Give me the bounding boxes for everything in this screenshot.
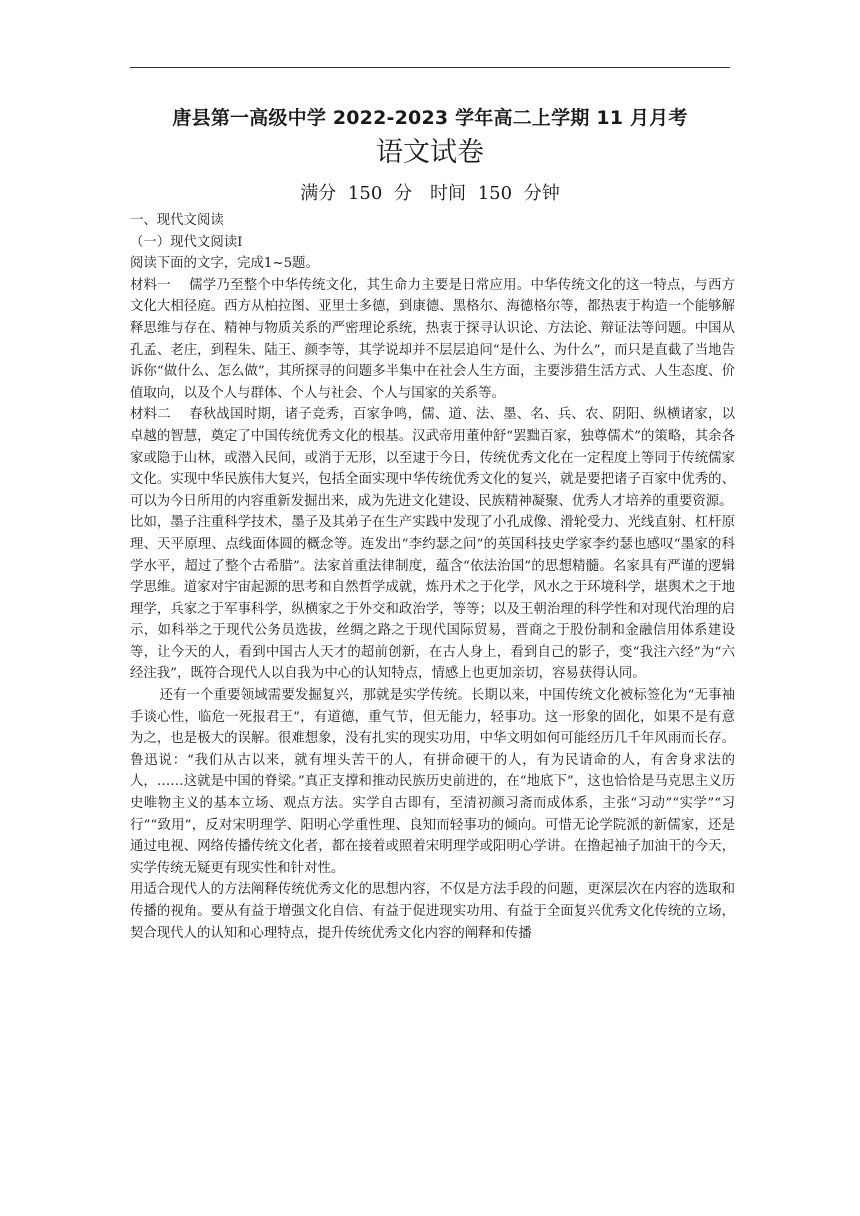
subsection-heading: （一）现代文阅读Ⅰ (130, 234, 243, 250)
paragraph-material-2: 材料二 春秋战国时期，诸子竞秀，百家争鸣，儒、道、法、墨、名、兵、农、阴阳、纵横诸家，以卓越的智慧，奠定了中国传统优秀文化的根基。汉武帝用董仲舒“罢黜百家，独尊儒术”的策略，其余各家或隐于山林，或潜入民间，或消于无形，以至逮于今日，传统优秀文化在一定程度上等同于传统儒家文化。实现中华民族伟大复兴，包括全面实现中华传统优秀文化的复兴，就是要把诸子百家中优秀的、可以为今日所用的内容重新发掘出来，成为先进文化建设、民族精神凝聚、优秀人才培养的重要资源。 (130, 407, 735, 509)
subject-title: 语文试卷 (376, 137, 484, 168)
paragraph-examples: 比如，墨子注重科学技术，墨子及其弟子在生产实践中发现了小孔成像、滑轮受力、光线直射、杠杆原理、天平原理、点线面体圆的概念等。连发出“李约瑟之问”的英国科技史学家李约瑟也感叹“墨家的科学水平，超过了整个古希腊”。法家首重法律制度，蕴含“依法治国”的思想精髓。名家具有严谨的逻辑学思维。道家对宇宙起源的思考和自然哲学成就，炼丹术之于化学，风水之于环境科学，堪舆术之于地理学，兵家之于军事科学，纵横家之于外交和政治学，等等；以及王朝治理的科学性和对现代治理的启示，如科举之于现代公务员选拔，丝绸之路之于现代国际贸易，晋商之于股份制和金融信用体系建设等，让今天的人，看到中国古人天才的超前创新，在古人身上，看到自己的影子，变“我注六经”为“六经注我”，既符合现代人以自我为中心的认知特点，情感上也更加亲切，容易获得认同。 (130, 515, 735, 682)
school-title: 唐县第一高级中学 2022-2023 学年高二上学期 11 月月考 (172, 107, 688, 129)
paragraph-practical-learning: 还有一个重要领域需要发掘复兴，那就是实学传统。长期以来，中国传统文化被标签化为“无事袖手谈心性，临危一死报君王”，有道德，重气节，但无能力，轻事功。这一形象的固化，如果不是有意为之，也是极大的误解。很难想象，没有扎实的现实功用，中华文明如何可能经历几千年风雨而长存。鲁迅说：“我们从古以来，就有埋头苦干的人，有拼命硬干的人，有为民请命的人，有舍身求法的人，……这就是中国的脊梁。”真正支撑和推动民族历史前进的，在“地底下”，这也恰恰是马克思主义历史唯物主义的基本立场、观点方法。实学自古即有，至清初颜习斋而成体系，主张“习动”“实学”“习行”“致用”，反对宋明理学、阳明心学重性理、良知而轻事功的倾向。可惜无论学院派的新儒家，还是通过电视、网络传播传统文化者，都在接着或照着宋明理学或阳明心学讲。在撸起袖子加油干的今天，实学传统无疑更有现实性和针对性。 (130, 688, 735, 876)
header-rule (130, 67, 730, 68)
reading-instruction: 阅读下面的文字，完成1~5题。 (130, 256, 319, 272)
paragraph-modern-interpretation: 用适合现代人的方法阐释传统优秀文化的思想内容，不仅是方法手段的问题，更深层次在内容的选取和传播的视角。要从有益于增强文化自信、有益于促进现实功用、有益于全面复兴优秀文化传统的立场，契合现代人的认知和心理特点，提升传统优秀文化内容的阐释和传播 (130, 882, 735, 941)
exam-content (130, 210, 735, 944)
section-heading: 一、现代文阅读 (130, 213, 224, 228)
exam-header (130, 104, 730, 208)
paragraph-material-1: 材料一 儒学乃至整个中华传统文化，其生命力主要是日常应用。中华传统文化的这一特点，与西方文化大相径庭。西方从柏拉图、亚里士多德，到康德、黑格尔、海德格尔等，都热衷于构造一个能够解释思维与存在、精神与物质关系的严密理论系统，热衷于探寻认识论、方法论、辩证法等问题。中国从孔孟、老庄，到程朱、陆王、颜李等，其学说却并不层层追问“是什么、为什么”，而只是直截了当地告诉你“做什么、怎么做”，其所探寻的问题多半集中在社会人生方面，主要涉猎生活方式、人生态度、价值取向，以及个人与群体、个人与社会、个人与国家的关系等。 (130, 277, 735, 401)
exam-meta: 满分 150 分 时间 150 分钟 (300, 183, 560, 204)
